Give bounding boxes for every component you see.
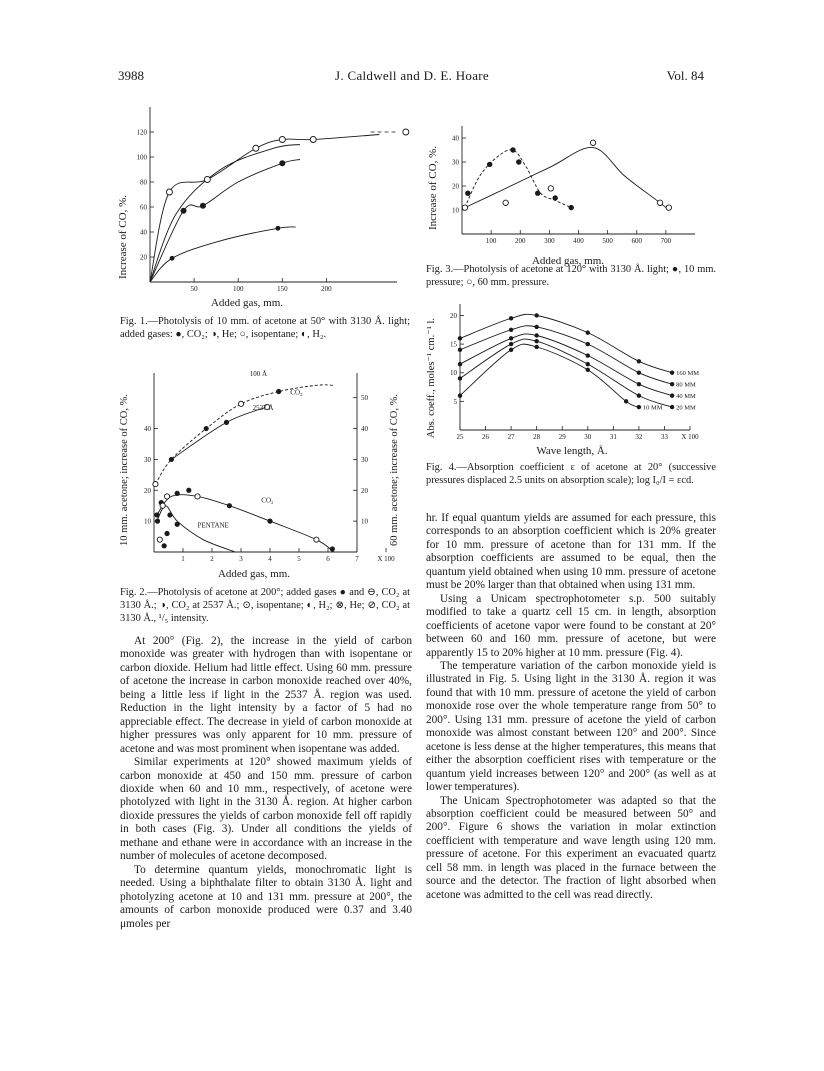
data-point [227, 503, 232, 508]
data-point [509, 328, 513, 332]
fig2-y-left-title: 10 mm. acetone; increase of CO, %. [119, 394, 130, 546]
data-point [167, 512, 172, 517]
data-point [590, 140, 595, 145]
data-point [330, 546, 335, 551]
x-tick-label: X 100 [377, 555, 395, 563]
left-column [120, 635, 412, 931]
y-tick-label: 40 [140, 228, 147, 237]
data-point [155, 519, 160, 524]
data-point [314, 537, 319, 542]
data-point [267, 519, 272, 524]
y-right-tick-label: 40 [361, 425, 368, 434]
x-tick-label: 50 [190, 285, 198, 293]
data-point [164, 531, 169, 536]
data-point [534, 313, 538, 317]
data-point [164, 494, 169, 499]
fig4-series-label: 20 MM [676, 404, 696, 412]
x-tick-label: 1 [181, 555, 185, 563]
left-paragraph-3: To determine quantum yields, monochromatic light is needed. Using a biphthalate filter to obtain 3130 Å. light and photolyzing acetone at 10 and 131 mm. pressure at 200°, the amounts of carbon monoxide produced were 0.37 and 3.40 μmoles per [120, 863, 412, 930]
x-tick-label: 25 [456, 433, 464, 441]
x-tick-label: 29 [558, 433, 566, 441]
data-point [637, 382, 641, 386]
data-point [175, 522, 180, 527]
data-point [279, 160, 285, 166]
fig4-series-label: 40 MM [676, 393, 696, 401]
data-point [509, 348, 513, 352]
data-point [279, 137, 285, 143]
fig4-series-label: 160 MM [676, 370, 700, 378]
data-point [200, 203, 206, 209]
figure-4-chart [420, 298, 716, 458]
right-paragraph-3: The temperature variation of the carbon monoxide yield is illustrated in Fig. 5. Using light in the 3130 Å. region it was found that with 10 mm. pressure of acetone the yield of carbon monoxide rose over the whole temperature range from 50° to 200°. Using 131 mm. pressure of acetone the yield of carbon monoxide was almost constant between 120° and 200°. Since acetone is less dense at the higher temperatures, this means that either the absorption coefficient rises with temperature or the quantum yield increases between 120° and 200° (as well as at lower temperatures). [426, 659, 716, 794]
data-point [670, 405, 674, 409]
x-tick-label: 100 [485, 237, 497, 245]
x-tick-label: 3 [239, 555, 243, 563]
fig2-series-line [156, 385, 334, 484]
x-tick-label: 300 [544, 237, 555, 245]
fig2-series-line [171, 407, 267, 460]
figure-2-caption: Fig. 2.—Photolysis of acetone at 200°; added gases ● and ⊖, CO₂ at 3130 Å.; ◑, CO₂ at 2537 Å.; ⊙, isopentane; ◐, H₂; ⊗, He; ⊘, CO₂ at 3130 Å., ¹/₅ intensity. [120, 587, 410, 625]
data-point [637, 393, 641, 397]
x-tick-label: 100 [232, 285, 244, 293]
right-paragraph-1: hr. If equal quantum yields are assumed for each pressure, this corresponds to an absorption coefficient which is 20% greater for 10 mm. pressure of acetone than for 131 mm. If the absorption coefficients are assumed to be equal, then the quantum yield obtained when using 10 mm. pressure of acetone must be 20% larger than that obtained when using 131 mm. [426, 512, 716, 592]
fig2-annotation: CO₂ [290, 388, 303, 397]
data-point [509, 316, 513, 320]
data-point [195, 494, 200, 499]
x-tick-label: 700 [660, 237, 672, 245]
x-tick-label: 7 [355, 555, 359, 563]
data-point [276, 389, 281, 394]
fig1-y-title: Increase of CO, %. [117, 195, 129, 279]
fig4-series-line [460, 314, 672, 372]
data-point [516, 159, 521, 164]
data-point [224, 420, 229, 425]
x-tick-label: 28 [533, 433, 541, 441]
y-right-tick-label: 30 [361, 455, 368, 464]
left-paragraph-2: Similar experiments at 120° showed maximum yields of carbon monoxide at 450 and 150 mm. pressure of carbon dioxide when 60 and 10 mm., respectively, of acetone were photolyzed with light in the 3130 Å. region. At higher carbon dioxide pressures the yields of carbon monoxide fell off rapidly in both cases (Fig. 3). Under all conditions the yields of methane and ethane were in accordance with an increase in the number of molecules of acetone decomposed. [120, 756, 412, 863]
data-point [670, 393, 674, 397]
y-tick-label: 80 [140, 178, 147, 187]
data-point [637, 405, 641, 409]
data-point [204, 177, 210, 183]
x-tick-label: 400 [573, 237, 584, 245]
data-point [509, 336, 513, 340]
data-point [586, 342, 590, 346]
y-tick-label: 10 [452, 206, 459, 215]
data-point [276, 226, 281, 231]
data-point [670, 371, 674, 375]
y-right-tick-label: 20 [361, 486, 368, 495]
data-point [569, 205, 574, 210]
fig4-series-line [460, 344, 639, 407]
right-paragraph-2: Using a Unicam spectrophotometer s.p. 500 suitably modified to take a quartz cell 15 cm. in length, absorption coefficients of acetone vapor were found to be constant at 20° between 60 and 160 mm. pressure of acetone, but were apparently 15 to 20% higher at 10 mm. pressure (Fig. 4). [426, 592, 716, 659]
data-point [403, 129, 409, 135]
data-point [465, 191, 470, 196]
data-point [458, 336, 462, 340]
fig4-series-line [460, 334, 672, 396]
fig1-series-line [150, 227, 296, 282]
x-tick-label: X 100 [681, 433, 699, 441]
y-tick-label: 10 [450, 369, 457, 378]
right-paragraph-4: The Unicam Spectrophotometer was adapted so that the absorption coefficient could be measured between 50° and 200°. Figure 6 shows the variation in molar extinction coefficient with temperature and wave length using 120 mm. pressure of acetone. For this experiment an evacuated quartz cell 58 mm. in length was placed in the furnace between the source and the detector. The fraction of light absorbed when acetone was admitted to the cell was read directly. [426, 794, 716, 901]
figure-1-chart [112, 95, 412, 310]
fig3-x-title: Added gas, mm. [531, 255, 605, 267]
data-point [160, 503, 165, 508]
x-tick-label: 6 [326, 555, 330, 563]
y-tick-label: 20 [144, 486, 151, 495]
y-tick-label: 40 [452, 134, 459, 143]
y-tick-label: 30 [144, 455, 151, 464]
data-point [458, 393, 462, 397]
y-tick-label: 15 [450, 340, 457, 349]
data-point [204, 426, 209, 431]
data-point [157, 537, 162, 542]
fig2-annotation: 100 Å [249, 370, 268, 379]
y-tick-label: 20 [452, 182, 459, 191]
data-point [186, 488, 191, 493]
x-tick-label: 200 [321, 285, 332, 293]
fig2-y-right-title: 60 mm. acetone; increase of CO, %. [389, 394, 400, 546]
data-point [487, 162, 492, 167]
y-tick-label: 20 [450, 311, 457, 320]
x-tick-label: 26 [482, 433, 490, 441]
right-column [426, 512, 716, 902]
data-point [462, 205, 467, 210]
y-tick-label: 10 [144, 517, 151, 526]
fig4-series-line [460, 326, 672, 384]
page-number: 3988 [118, 68, 144, 83]
figure-2-chart [112, 365, 412, 580]
data-point [458, 348, 462, 352]
data-point [535, 191, 540, 196]
data-point [534, 345, 538, 349]
data-point [166, 189, 172, 195]
data-point [170, 256, 175, 261]
y-tick-label: 20 [140, 253, 147, 262]
x-tick-label: 31 [609, 433, 617, 441]
fig4-x-title: Wave length, Å. [536, 445, 608, 457]
fig4-y-title: Abs. coeff., moles⁻¹ cm.⁻¹ l. [426, 317, 437, 439]
fig4-series-label: 10 MM [642, 404, 663, 412]
figure-3-chart [420, 118, 710, 268]
left-paragraph-1: At 200° (Fig. 2), the increase in the yield of carbon monoxide was greater with hydrogen than with isopentane or carbon dioxide. Helium had little effect. Using 60 mm. pressure of acetone the increase in carbon monoxide reached over 40%, being a little less if light in the 2537 Å. region was used. Reduction in the light intensity by a factor of 5 had no appreciable effect. The decrease in yield of carbon monoxide at higher pressures was only apparent for 10 mm. pressure of acetone and was most prominent when isopentane was added. [120, 635, 412, 755]
data-point [670, 382, 674, 386]
fig2-annotation: PENTANE [197, 521, 229, 530]
x-tick-label: 2 [210, 555, 214, 563]
data-point [509, 342, 513, 346]
x-tick-label: 500 [602, 237, 613, 245]
data-point [162, 543, 167, 548]
running-title: J. Caldwell and D. E. Hoare [335, 68, 489, 83]
figure-1-caption: Fig. 1.—Photolysis of 10 mm. of acetone at 50° with 3130 Å. light; added gases: ●, CO₂; ◑, He; ○, isopentane; ◐, H₂. [120, 316, 410, 341]
data-point [169, 457, 174, 462]
y-tick-label: 5 [453, 397, 457, 406]
data-point [586, 330, 590, 334]
x-tick-label: 32 [635, 433, 643, 441]
fig2-annotation: 2537 Å [252, 404, 274, 413]
fig3-y-title: Increase of CO, %. [427, 146, 439, 230]
fig4-series-label: 80 MM [676, 381, 696, 389]
data-point [586, 353, 590, 357]
data-point [553, 195, 558, 200]
data-point [181, 208, 187, 214]
y-tick-label: 120 [136, 128, 147, 137]
data-point [657, 200, 662, 205]
fig2-annotation: CO₂ [261, 496, 274, 505]
fig3-series-line [465, 147, 669, 210]
fig1-x-title: Added gas, mm. [210, 297, 284, 309]
data-point [310, 137, 316, 143]
data-point [534, 325, 538, 329]
data-point [253, 145, 259, 151]
data-point [175, 491, 180, 496]
data-point [586, 368, 590, 372]
fig2-x-title: Added gas, mm. [217, 568, 291, 580]
y-right-tick-label: 50 [361, 394, 368, 403]
data-point [154, 512, 159, 517]
volume-label: Vol. 84 [666, 68, 704, 83]
data-point [238, 401, 243, 406]
figure-4-caption: Fig. 4.—Absorption coefficient ε of acetone at 20° (successive pressures displaced 2.5 units on absorption scale); log I₀/I = εcd. [426, 462, 716, 487]
data-point [666, 205, 671, 210]
data-point [503, 200, 508, 205]
y-tick-label: 40 [144, 425, 151, 434]
data-point [153, 482, 158, 487]
x-tick-label: 150 [277, 285, 288, 293]
x-tick-label: 4 [268, 555, 272, 563]
data-point [637, 359, 641, 363]
figure-3-caption: Fig. 3.—Photolysis of acetone at 120° with 3130 Å. light; ●, 10 mm. pressure; ○, 60 mm. pressure. [426, 264, 716, 289]
fig2-series-line [157, 495, 334, 552]
data-point [458, 362, 462, 366]
y-right-tick-label: 10 [361, 517, 368, 526]
data-point [586, 362, 590, 366]
y-tick-label: 60 [140, 203, 147, 212]
data-point [624, 399, 628, 403]
x-tick-label: 33 [660, 433, 668, 441]
x-tick-label: 600 [631, 237, 642, 245]
y-tick-label: 100 [136, 153, 147, 162]
y-tick-label: 30 [452, 158, 459, 167]
data-point [458, 376, 462, 380]
data-point [548, 186, 553, 191]
x-tick-label: 5 [297, 555, 301, 563]
data-point [534, 333, 538, 337]
x-tick-label: 30 [584, 433, 592, 441]
x-tick-label: 200 [515, 237, 526, 245]
data-point [510, 147, 515, 152]
data-point [637, 371, 641, 375]
data-point [534, 339, 538, 343]
x-tick-label: 27 [507, 433, 515, 441]
